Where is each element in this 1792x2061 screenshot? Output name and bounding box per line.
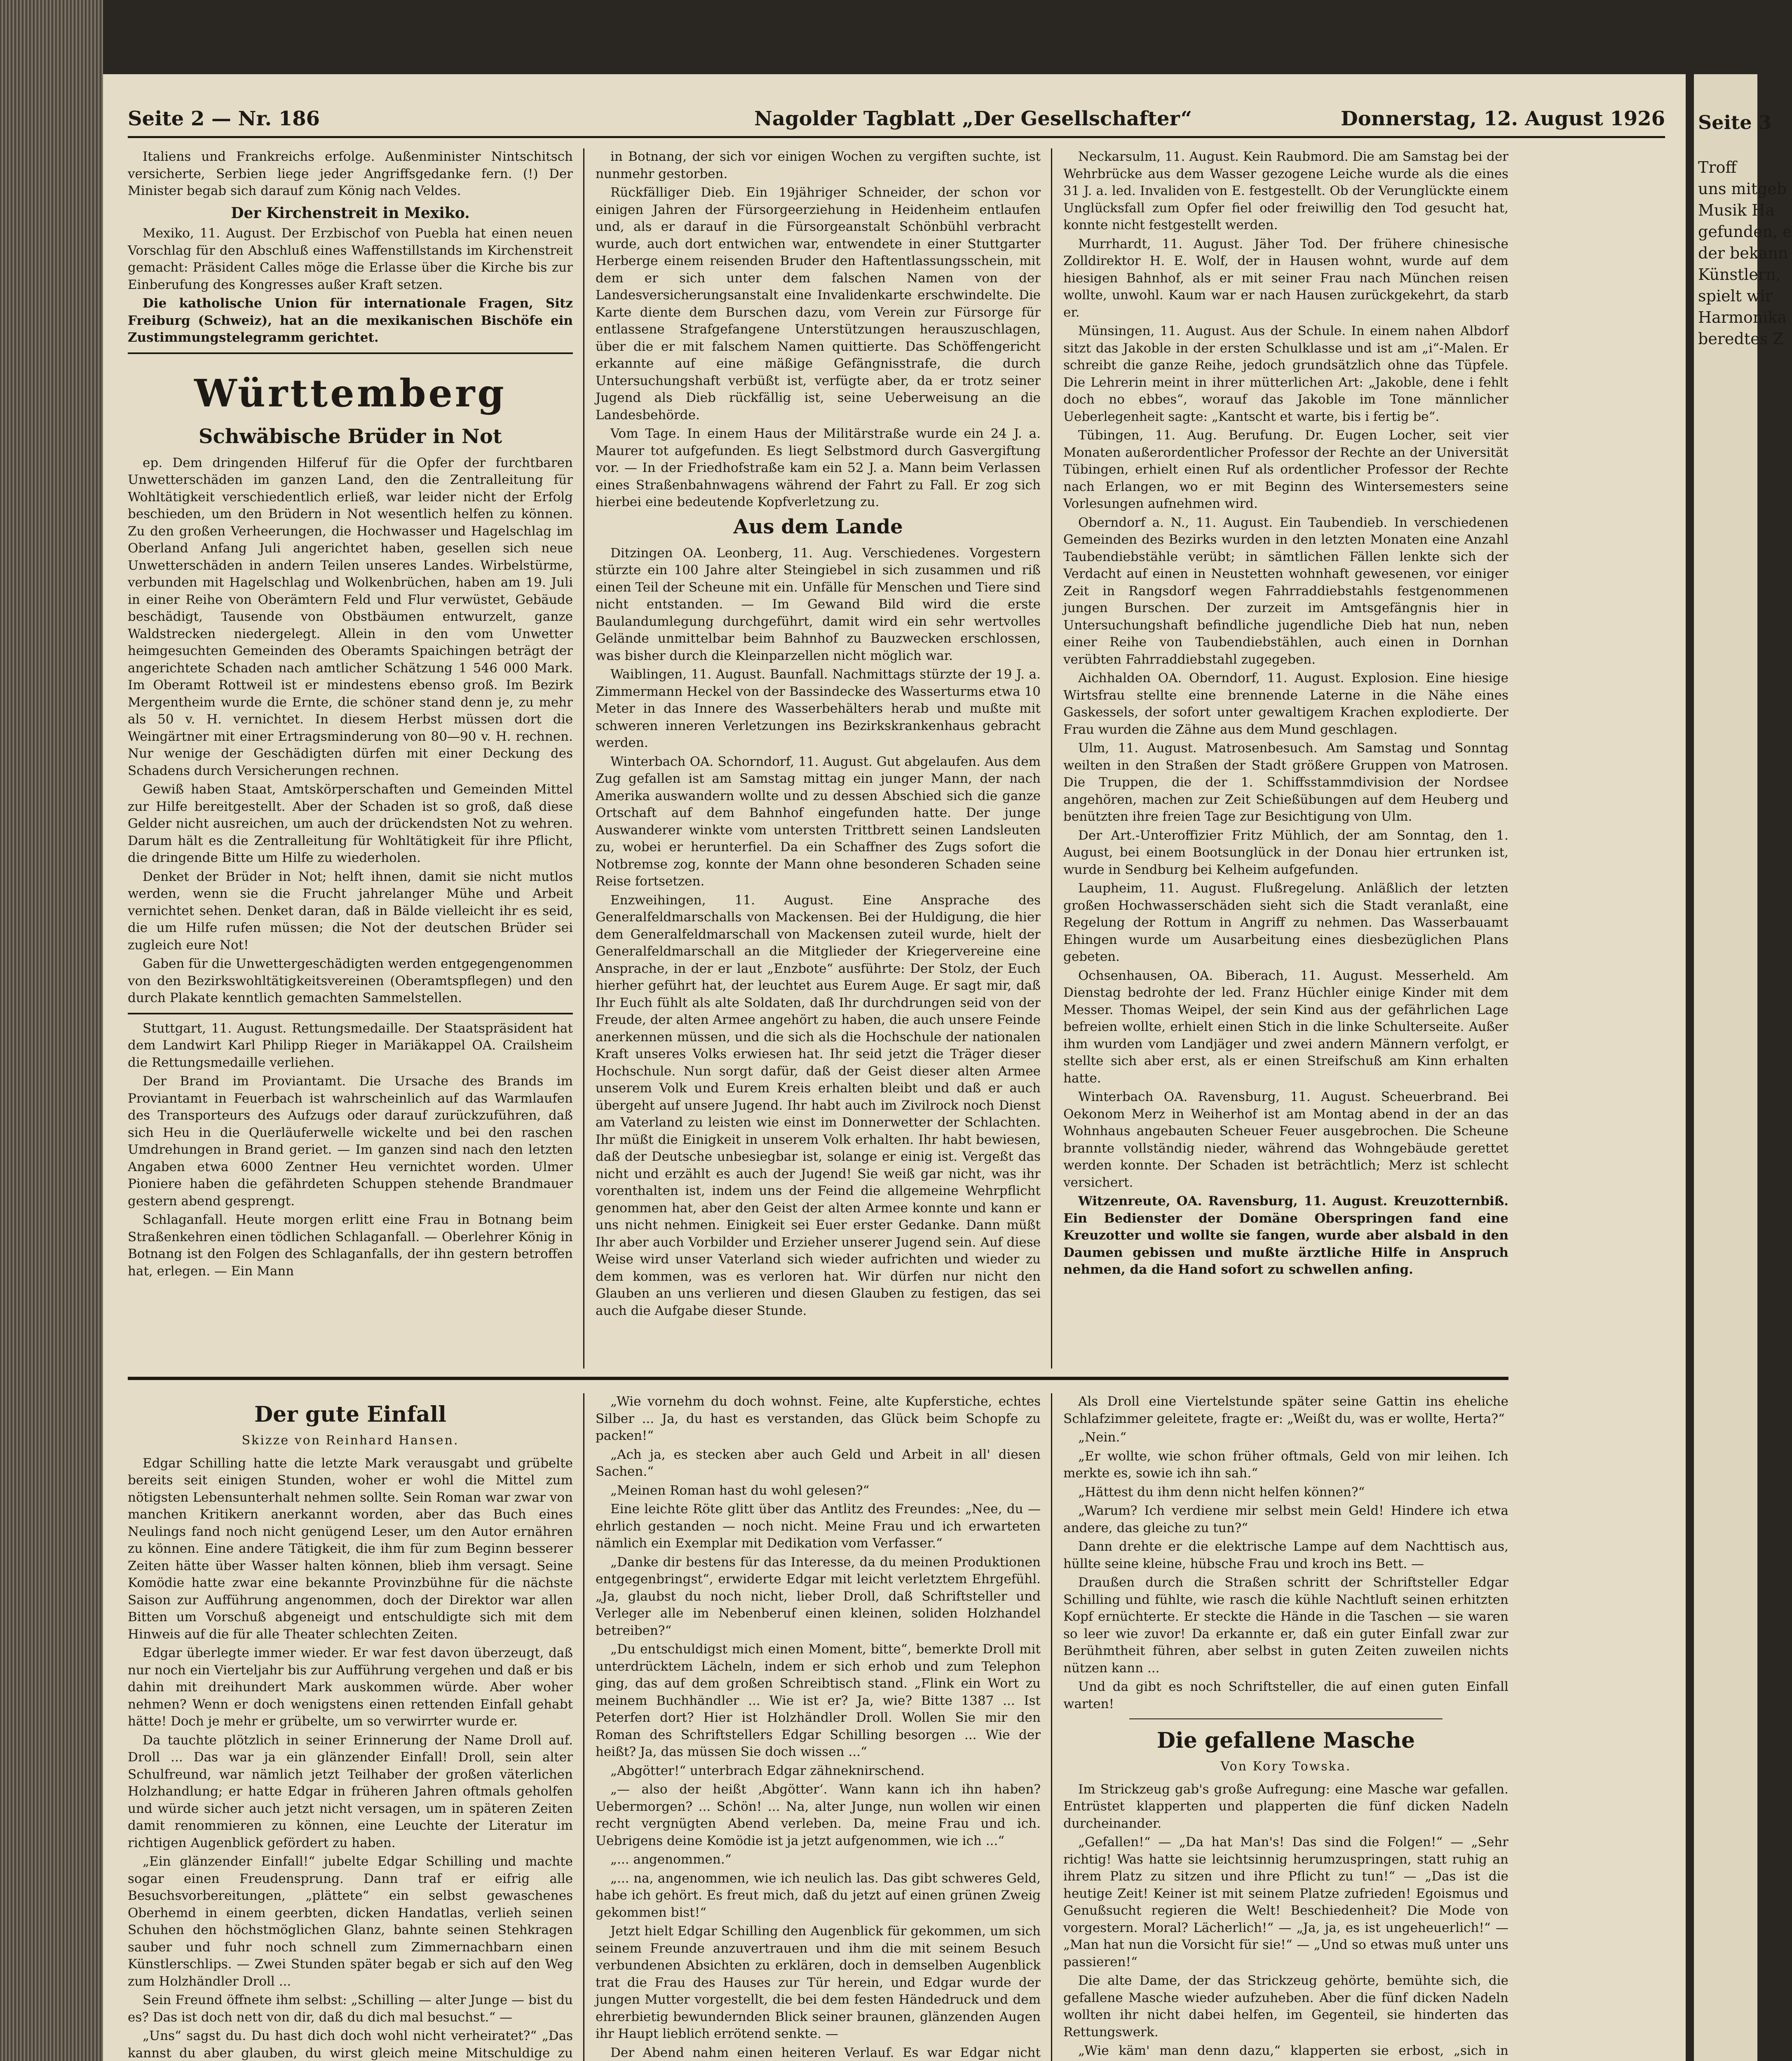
paragraph: „Gefallen!“ — „Da hat Man's! Das sind die Folgen!“ — „Sehr richtig! Was hatte sie leichtsinnig herumzuspringen, statt ruhig an ihrem Platz zu sitzen und ihre Pflicht zu tun!“ — „Das ist die heutige Zeit! Keiner ist mit seinem Platze zufrieden! Egoismus und Genußsucht regieren die Welt! Beschiedenheit? Die Mode von vorgestern. Moral? Lächerlich!“ — „Ja, ja, es ist ungeheuerlich!“ — „Man hat nun die Vorsicht für sie!“ — „Und so etwas muß unter uns passieren!“ — [1063, 1835, 1508, 1969]
text-fragment: Troff — [1698, 158, 1737, 176]
paragraph: Witzenreute, OA. Ravensburg, 11. August. Kreuzotternbiß. Ein Bedienster der Domäne Oberspringen fand eine Kreuzotter und wollte sie fangen, wurde aber alsbald in den Daumen gebissen und mußte ärztliche Hilfe in Anspruch nehmen, da die Hand sofort zu schwellen anfing. — [1063, 1194, 1508, 1277]
paragraph: Ulm, 11. August. Matrosenbesuch. Am Samstag und Sonntag weilten in den Straßen der Stadt größere Gruppen von Matrosen. Die Truppen, die der 1. Schiffsstammdivision der Nordsee angehören, machen zur Zeit Schießübungen auf dem Heuberg und benützten ihre freien Tage zur Besichtigung von Ulm. — [1063, 741, 1508, 824]
newspaper-title: Nagolder Tagblatt „Der Gesellschafter“ — [754, 107, 1192, 130]
next-page-edge — [1694, 74, 1792, 2061]
story-byline: Von Kory Towska. — [1220, 1759, 1351, 1774]
paragraph: Stuttgart, 11. August. Rettungsmedaille. Der Staatspräsident hat dem Landwirt Karl Philipp Rieger in Mariäkappel OA. Crailsheim die Rettungsmedaille verliehen. — [128, 1021, 573, 1070]
paragraph: Tübingen, 11. Aug. Berufung. Dr. Eugen Locher, seit vier Monaten außerordentlicher Professor der Rechte an der Universität Tübingen, erhielt einen Ruf als ordentlicher Professor der Rechte nach Erlangen, wo er mit Beginn des Wintersemesters seine Vorlesungen aufnehmen wird. — [1063, 428, 1508, 511]
story-title: Die gefallene Masche — [1156, 1728, 1415, 1753]
paragraph: „— also der heißt ‚Abgötter‘. Wann kann ich ihn haben? Uebermorgen? ... Schön! ... Na, alter Junge, nun wollen wir einen recht vergnügten Abend verleben. Da, meine Frau und ich. Uebrigens deine Komödie ist ja jetzt aufgenommen, wie ich ...“ — [596, 1782, 1041, 1848]
text-fragment: beredtes Z — [1698, 330, 1784, 348]
book-edge — [0, 0, 103, 2061]
paragraph: Vom Tage. In einem Haus der Militärstraße wurde ein 24 J. a. Maurer tot aufgefunden. Es liegt Selbstmord durch Gasvergiftung vor. — In der Friedhofstraße kam ein 52 J. a. Mann beim Verlassen eines Straßenbahnwagens während der Fahrt zu Fall. Er zog sich hierbei eine bedeutende Kopfverletzung zu. — [596, 426, 1041, 509]
paragraph: ep. Dem dringenden Hilferuf für die Opfer der furchtbaren Unwetterschäden im ganzen Land, den die Zentralleitung für Wohltätigkeit verschiedentlich erließ, war leider nicht der Erfolg beschieden, um den Brüdern in Not wesentlich helfen zu können. Zu den großen Verheerungen, die Hochwasser und Hagelschlag im Oberland Anfang Juli angerichtet haben, gesellen sich neue Unwetterschäden in andern Teilen unseres Landes. Wirbelstürme, verbunden mit Hagelschlag und Wolkenbrüchen, haben am 19. Juli in einer Reihe von Oberämtern Feld und Flur verwüstet, Gebäude beschädigt, Tausende von Obstbäumen entwurzelt, ganze Waldstrecken niedergelegt. Allein in den vom Unwetter heimgesuchten Gemeinden des Oberamts Spaichingen beträgt der angerichtete Schaden nach amtlicher Schätzung 1 546 000 Mark. Im Oberamt Rottweil ist er mindestens ebenso groß. Im Bezirk Mergentheim wurde die Ernte, die schöner stand denn je, zu mehr als 50 v. H. vernichtet. In diesem Herbst müssen dort die Weingärtner mit einer Ertragsminderung von 80—90 v. H. rechnen. Nur wenige der Geschädigten dürfen mit einer Deckung des Schadens durch Versicherungen rechnen. — [128, 455, 573, 778]
story-title: Der gute Einfall — [254, 1402, 446, 1427]
paragraph: Aichhalden OA. Oberndorf, 11. August. Explosion. Eine hiesige Wirtsfrau stellte eine brennende Laterne in die Nähe eines Gaskessels, der sofort unter gewaltigem Krachen explodierte. Der Frau wurden die Zähne aus dem Mund geschlagen. — [1063, 671, 1508, 737]
paragraph: Draußen durch die Straßen schritt der Schriftsteller Edgar Schilling und fühlte, wie rasch die kühle Nachtluft seinen erhitzten Kopf ernüchterte. Er steckte die Hände in die Taschen — sie waren so leer wie zuvor! Da erkannte er, daß ein guter Einfall zwar zur Berühmtheit führen, aber selbst in guten Zeiten zuweilen nichts nützen kann ... — [1063, 1575, 1508, 1676]
paragraph: „Abgötter!“ unterbrach Edgar zähneknirschend. — [610, 1763, 925, 1778]
text-fragment: Harmonika — [1698, 308, 1787, 326]
paragraph: Edgar überlegte immer wieder. Er war fest davon überzeugt, daß nur noch ein Vierteljahr bis zur Aufführung vergehen und daß er bis dahin mit dreihundert Mark auskommen würde. Aber woher nehmen? Wenn er doch wenigstens einen rettenden Einfall gehabt hätte! Doch je mehr er grübelte, um so verwirrter wurde er. — [128, 1646, 573, 1729]
paragraph: Der Abend nahm einen heiteren Verlauf. Es war Edgar nicht — [610, 2045, 1041, 2060]
divider — [128, 1013, 573, 1014]
paragraph: Gewiß haben Staat, Amtskörperschaften und Gemeinden Mittel zur Hilfe bereitgestellt. Aber der Schaden ist so groß, daß diese Gelder nicht ausreichen, um auch der drückendsten Not zu wehren. Darum hält es die Zentralleitung für Wohltätigkeit für ihre Pflicht, die dringende Bitte um Hilfe zu wiederholen. — [128, 782, 573, 865]
paragraph: „Du entschuldigst mich einen Moment, bitte“, bemerkte Droll mit unterdrücktem Lächeln, indem er sich erhob und zum Telephon ging, das auf dem großen Schreibtisch stand. „Flink ein Wort zu meinem Buchhändler ... Wie ist er? Ja, wie? Bitte 1387 ... Ist Peterfen dort? Hier ist Holzhändler Droll. Wollen Sie mir den Roman des Schriftstellers Edgar Schilling besorgen ... Wie der heißt? Ja, das müssen Sie doch wissen ...“ — [596, 1642, 1041, 1759]
paragraph: in Botnang, der sich vor einigen Wochen zu vergiften suchte, ist nunmehr gestorben. — [596, 149, 1041, 181]
paragraph: Italiens und Frankreichs erfolge. Außenminister Nintschitsch versicherte, Serbien liege jeder Angriffsgedanke fern. (!) Der Minister begab sich darauf zum König nach Veldes. — [128, 149, 573, 198]
text-fragment: spielt wir — [1698, 287, 1773, 305]
paragraph: Die alte Dame, der das Strickzeug gehörte, bemühte sich, die gefallene Masche wieder aufzuheben. Aber die fünf dicken Nadeln wollten ihr nicht dabei helfen, im Gegenteil, sie hinderten das Rettungswerk. — [1063, 1973, 1508, 2040]
newspaper-page — [103, 74, 1690, 2061]
paragraph: Der Art.-Unteroffizier Fritz Mühlich, der am Sonntag, den 1. August, bei einem Bootsunglück in der Donau hier ertrunken ist, wurde in Sendburg bei Kelheim aufgefunden. — [1063, 828, 1508, 877]
section-heading: Württemberg — [194, 371, 507, 415]
paragraph: Ditzingen OA. Leonberg, 11. Aug. Verschiedenes. Vorgestern stürzte ein 100 Jahre alter Steingiebel in sich zusammen und riß einen Teil der Scheune mit ein. Unfälle für Menschen und Tiere sind nicht entstanden. — Im Gewand Bild wird die erste Baulandumlegung durchgeführt, damit wird ein sehr wertvolles Gelände unmittelbar beim Bahnhof zu Bauzwecken erschlossen, was bisher durch die Kleinparzellen nicht möglich war. — [596, 545, 1041, 663]
paragraph: Schlaganfall. Heute morgen erlitt eine Frau in Botnang beim Straßenkehren einen tödlichen Schlaganfall. — Oberlehrer König in Botnang ist den Folgen des Schlaganfalls, der ihn gestern betroffen hat, erlegen. — Ein Mann — [128, 1212, 573, 1279]
paragraph: Und da gibt es noch Schriftsteller, die auf einen guten Einfall warten! — [1063, 1679, 1508, 1711]
column-rule — [583, 1393, 584, 2061]
paragraph: Winterbach OA. Schorndorf, 11. August. Gut abgelaufen. Aus dem Zug gefallen ist am Samstag mittag ein junger Mann, der nach Amerika auswandern wollte und zu dessen Abschied sich die ganze Ortschaft auf dem Bahnhof eingefunden hatte. Der junge Auswanderer winkte vom untersten Trittbrett seinen Landsleuten zu, wobei er herunterfiel. Da ein Schaffner des Zugs sofort die Notbremse zog, konnte der Mann ohne besonderen Schaden seine Reise fortsetzen. — [596, 754, 1041, 889]
paragraph: Oberndorf a. N., 11. August. Ein Taubendieb. In verschiedenen Gemeinden des Bezirks wurden in den letzten Monaten eine Anzahl Taubendiebstähle verübt; in sämtlichen Fällen lenkte sich der Verdacht auf einen in Neustetten wohnhaft gewesenen, vor einiger Zeit in Rangsdorf wegen Fahrraddiebstahls festgenommenen jungen Burschen. Der zurzeit im Amtsgefängnis hier in Untersuchungshaft befindliche jugendliche Dieb hat nun, neben einer Reihe von Taubendiebstählen, auch einen in Dornhan verübten Fahrraddiebstahl zugegeben. — [1063, 515, 1508, 667]
paragraph: Enzweihingen, 11. August. Eine Ansprache des Generalfeldmarschalls von Mackensen. Bei der Huldigung, die hier dem Generalfeldmarschall von Mackensen zuteil wurde, hielt der Generalfeldmarschall an die Mitglieder der Kriegervereine eine Ansprache, in der er laut „Enzbote“ ausführte: Der Stolz, der Euch hierher geführt hat, der leuchtet aus Eurem Auge. Er sagt mir, daß Ihr Euch fühlt als alte Soldaten, daß Ihr durchdrungen seid von der Freude, der alten Armee angehört zu haben, die auch unsere Feinde anerkennen müssen, und die sich als die Hochschule der nationalen Kraft unseres Volks erwiesen hat. Ihr seid jetzt die Träger dieser Hochschule. Nun sorgt dafür, daß der Geist dieser alten Armee unserem Volk und Eurem Kreis erhalten bleibt und daß er auch übergeht auf unsere Jugend. Ihr habt auch im Zivilrock noch Dienst am Vaterland zu leisten wie einst im Donnerwetter der Schlachten. Ihr müßt die Einigkeit in unserem Volk erhalten. Ihr habt bewiesen, daß der Deutsche unbesiegbar ist, solange er einig ist. Vergeßt das nicht und erzählt es auch der Jugend! Sie weiß gar nicht, was ihr vorenthalten ist, indem uns der Feind die allgemeine Wehrpflicht genommen hat, aber den Geist der alten Armee konnte und kann er uns nicht nehmen. Einigkeit sei Euer erster Gedanke. Dann müßt Ihr aber auch Vorbilder und Erzieher unserer Jugend sein. Auf diese Weise wird unser Vaterland sich wieder aufrichten und wieder zu dem kommen, was es verloren hat. Wir dürfen nur nicht den Glauben an uns verlieren und diesen Glauben zu festigen, das sei auch die Aufgabe dieser Stunde. — [596, 892, 1041, 1318]
divider — [128, 352, 573, 354]
issue-date: Donnerstag, 12. August 1926 — [1341, 107, 1665, 130]
story-byline: Skizze von Reinhard Hansen. — [242, 1433, 459, 1448]
paragraph: Murrhardt, 11. August. Jäher Tod. Der frühere chinesische Zolldirektor H. E. Wolf, der in Hausen wohnt, wurde auf dem hiesigen Bahnhof, als er mit seiner Frau nach München reisen wollte, unwohl. Kaum war er nach Hausen zurückgekehrt, da starb er. — [1063, 236, 1508, 320]
masthead — [128, 107, 1665, 138]
column-rule — [583, 148, 584, 1369]
paragraph: „Hättest du ihm denn nicht helfen können?“ — [1078, 1484, 1365, 1500]
column-1 — [128, 148, 573, 1369]
paragraph: Denket der Brüder in Not; helft ihnen, damit sie nicht mutlos werden, wenn sie die Frucht jahrelanger Mühe und Arbeit vernichtet sehen. Denket daran, daß in Bälde vielleicht ihr es seid, die um Hilfe rufen müssen; die Not der deutschen Brüder sei zugleich eure Not! — [128, 869, 573, 953]
text-fragment: Musik Ha — [1698, 201, 1775, 219]
story-column-3 — [1063, 1393, 1508, 2061]
paragraph: „Er wollte, wie schon früher oftmals, Geld von mir leihen. Ich merkte es, sowie ich ihn sah.“ — [1063, 1448, 1508, 1481]
paragraph: „Warum? Ich verdiene mir selbst mein Geld! Hindere ich etwa andere, das gleiche zu tun?“ — [1063, 1503, 1508, 1535]
paragraph: Neckarsulm, 11. August. Kein Raubmord. Die am Samstag bei der Wehrbrücke aus dem Wasser gezogene Leiche wurde als die eines 31 J. a. led. Invaliden von E. festgestellt. Ob der Verunglückte einem Unglücksfall zum Opfer fiel oder freiwillig den Tod gesucht hat, konnte nicht festgestellt werden. — [1063, 149, 1508, 232]
section-heading: Aus dem Lande — [733, 515, 903, 538]
paragraph: Dann drehte er die elektrische Lampe auf dem Nachttisch aus, hüllte seine kleine, hübsche Frau und kroch ins Bett. — — [1063, 1539, 1508, 1571]
paragraph: Als Droll eine Viertelstunde später seine Gattin ins eheliche Schlafzimmer geleitete, fragte er: „Weißt du, was er wollte, Herta?“ — [1063, 1394, 1508, 1426]
paragraph: Münsingen, 11. August. Aus der Schule. In einem nahen Albdorf sitzt das Jakoble in der ersten Schulklasse und ist am „i“-Malen. Er schreibt die ganze Reihe, jedoch grundsätzlich ohne das Tüpfele. Die Lehrerin meint in ihrer mütterlichen Art: „Jakoble, dene i fehlt doch no ebbes“, worauf das Jakoble im Tone männlicher Ueberlegenheit sagte: „Kantscht et warte, bis i fertig be“. — [1063, 324, 1508, 424]
paragraph: Laupheim, 11. August. Flußregelung. Anläßlich der letzten großen Hochwasserschäden sieht sich die Stadt veranlaßt, eine Regelung der Rottum in Angriff zu nehmen. Das Wasserbauamt Ehingen wurde um Ausarbeitung eines diesbezüglichen Plans gebeten. — [1063, 881, 1508, 964]
paragraph: „Meinen Roman hast du wohl gelesen?“ — [610, 1483, 870, 1498]
column-3 — [1063, 148, 1508, 1369]
paragraph: Der Brand im Proviantamt. Die Ursache des Brands im Proviantamt in Feuerbach ist wahrscheinlich auf das Warmlaufen des Transporteurs des Aufzugs oder darauf zurückzuführen, daß sich Heu in die Querläuferwelle wickelte und bei den raschen Umdrehungen in Brand geriet. — Im ganzen sind nach den letzten Angaben etwa 6000 Zentner Heu vernichtet worden. Ulmer Pioniere haben die gefährdeten Schuppen stehende Brandmauer gestern abend gesprengt. — [128, 1074, 573, 1209]
column-2 — [596, 148, 1041, 1369]
paragraph: „Wie käm' man denn dazu,“ klapperten sie erbost, „sich in — [1078, 2043, 1508, 2058]
paragraph: Eine leichte Röte glitt über das Antlitz des Freundes: „Nee, du — ehrlich gestanden — noch nicht. Meine Frau und ich erwarteten nämlich ein Exemplar mit Dedikation vom Verfasser.“ — [596, 1502, 1041, 1551]
text-fragment: gefunden, e — [1698, 223, 1792, 241]
paragraph: Rückfälliger Dieb. Ein 19jähriger Schneider, der schon vor einigen Jahren der Fürsorgeerziehung in Heidenheim entlaufen und, als er darauf in die Fürsorgeanstalt Schönbühl verbracht wurde, auch dort entwichen war, entwendete in einer Stuttgarter Herberge einem reisenden Bruder den Haftentlassungsschein, mit dem er sich unter dem falschen Namen von der Landesversicherungsanstalt eine Invalidenkarte erschwindelte. Die Karte diente dem Burschen dazu, vom Verein zur Fürsorge für entlassene Strafgefangene Unterstützungen herauszuschlagen, über die er mit falschem Namen quittierte. Das Schöffengericht erkannte auf eine mäßige Gefängnisstrafe, die durch Untersuchungshaft verbüßt ist, verfügte aber, da er trotz seiner Jugend als Dieb rückfällig ist, seine Ueberweisung an die Landesbehörde. — [596, 185, 1041, 423]
feuilleton-rule — [128, 1377, 1508, 1380]
paragraph: Winterbach OA. Ravensburg, 11. August. Scheuerbrand. Bei Oekonom Merz in Weiherhof ist am Montag abend in der an das Wohnhaus angebauten Scheuer Feuer ausgebrochen. Die Scheune brannte vollständig nieder, während das Wohngebäude gerettet werden konnte. Der Schaden ist beträchtlich; Merz ist schlecht versichert. — [1063, 1089, 1508, 1190]
paragraph: Ochsenhausen, OA. Biberach, 11. August. Messerheld. Am Dienstag bedrohte der led. Franz Hüchler einige Kinder mit dem Messer. Thomas Weipel, der sein Kind aus der gefährlichen Lage befreien wollte, erhielt einen Stich in die linke Schulterseite. Außer ihm wurden vom Landjäger und zwei andern Männern verfolgt, er stellte sich aber erst, als er einen Streifschuß am Kinn erhalten hatte. — [1063, 968, 1508, 1086]
paragraph: „Ein glänzender Einfall!“ jubelte Edgar Schilling und machte sogar einen Freudensprung. Dann traf er eifrig alle Besuchsvorbereitungen, „plättete“ ein selbst gewaschenes Oberhemd in einem geerbten, dicken Handatlas, verlieh seinen Schuhen den höchstmöglichen Glanz, bahnte seinen Stehkragen sauber und fuhr noch schnell zum Zimmernachbarn einen Künstlerschlips. — Zwei Stunden später begab er sich auf den Weg zum Holzhändler Droll ... — [128, 1854, 573, 1989]
paragraph: „Wie vornehm du doch wohnst. Feine, alte Kupferstiche, echtes Silber ... Ja, du hast es verstanden, das Glück beim Schopfe zu packen!“ — [596, 1394, 1041, 1443]
paragraph: Jetzt hielt Edgar Schilling den Augenblick für gekommen, um sich seinem Freunde anzuvertrauen und ihm die mit seinem Besuch verbundenen Absichten zu erklären, doch in demselben Augenblick trat die Frau des Hauses zur Tür herein, und Edgar wurde der jungen Mutter vorgestellt, die bei dem festen Händedruck und dem ehrerbietig bewundernden Blick seiner braunen, glänzenden Augen ihr Haupt lieblich errötend senkte. — — [596, 1924, 1041, 2041]
story-column-2 — [596, 1393, 1041, 2061]
paragraph: Da tauchte plötzlich in seiner Erinnerung der Name Droll auf. Droll ... Das war ja ein glänzender Einfall! Droll, sein alter Schulfreund, war nämlich jetzt Teilhaber der großen väterlichen Holzhandlung; er hatte Edgar in früheren Jahren oftmals geholfen und würde sicher auch jetzt nicht versagen, um in späteren Zeiten damit renommieren zu können, eine Leuchte der Literatur im richtigen Augenblick gefördert zu haben. — [128, 1732, 573, 1850]
article-heading: Der Kirchenstreit in Mexiko. — [231, 204, 470, 222]
column-rule — [1051, 148, 1052, 1369]
paragraph: Sein Freund öffnete ihm selbst: „Schilling — alter Junge — bist du es? Das ist doch nett von dir, daß du dich mal besuchst.“ — — [128, 1993, 573, 2025]
paragraph: „Uns“ sagst du. Du hast dich doch wohl nicht verheiratet?“ „Das kannst du aber glauben, du wirst gleich meine Mitschuldige zu — [128, 2028, 573, 2061]
paragraph: „... na, angenommen, wie ich neulich las. Das gibt schweres Geld, habe ich gehört. Es freut mich, daß du jetzt auf einen grünen Zweig gekommen bist!“ — [596, 1871, 1041, 1920]
story-column-1 — [128, 1393, 573, 2061]
text-fragment: der bekann — [1698, 244, 1788, 262]
paragraph: „Ach ja, es stecken aber auch Geld und Arbeit in all' diesen Sachen.“ — [596, 1447, 1041, 1479]
paragraph: Edgar Schilling hatte die letzte Mark verausgabt und grübelte bereits seit einigen Stunden, woher er wohl die Mittel zum nötigsten Lebensunterhalt nehmen sollte. Sein Roman war zwar von manchen Kritikern anerkannt worden, aber das Buch eines Neulings fand noch nicht genügend Leser, um den Autor ernähren zu können. Eine andere Tätigkeit, die ihm für zum Beginn besserer Zeiten hätte über Wasser halten können, blieb ihm versagt. Seine Komödie hatte zwar eine bekannte Provinzbühne für die nächste Saison zur Aufführung angenommen, doch der Direktor war allen Bitten um Vorschuß abgeneigt und entschuldigte sich mit dem Hinweis auf die für alle Theater schlechten Zeiten. — [128, 1455, 573, 1642]
article-heading: Schwäbische Brüder in Not — [198, 425, 502, 448]
paragraph: Im Strickzeug gab's große Aufregung: eine Masche war gefallen. Entrüstet klapperten und plapperten die fünf dicken Nadeln durcheinander. — [1063, 1782, 1508, 1831]
paragraph: Die katholische Union für internationale Fragen, Sitz Freiburg (Schweiz), hat an die mexikanischen Bischöfe ein Zustimmungstelegramm gerichtet. — [128, 296, 573, 345]
text-fragment: Künstlern, — [1698, 265, 1781, 284]
next-page-header: Seite 3 — [1698, 111, 1772, 134]
paragraph: Waiblingen, 11. August. Baunfall. Nachmittags stürzte der 19 J. a. Zimmermann Heckel von der Bassindecke des Wasserturms etwa 10 Meter in das Innere des Wasserbehälters herab und mußte mit schweren inneren Verletzungen ins Bezirkskrankenhaus gebracht werden. — [596, 667, 1041, 750]
paragraph: „... angenommen.“ — [610, 1852, 732, 1867]
column-rule — [1051, 1393, 1052, 2061]
divider — [1129, 1718, 1443, 1719]
paragraph: Gaben für die Unwettergeschädigten werden entgegengenommen von den Bezirkswohltätigkeitsvereinen (Oberamtspflegen) und den durch Plakate kenntlich gemachten Sammelstellen. — [128, 956, 573, 1005]
paragraph: „Nein.“ — [1078, 1430, 1127, 1445]
paragraph: Mexiko, 11. August. Der Erzbischof von Puebla hat einen neuen Vorschlag für den Abschluß eines Waffenstillstands im Kirchenstreit gemacht: Präsident Calles möge die Erlasse über die Kirche bis zur Einberufung des Kongresses außer Kraft setzen. — [128, 226, 573, 292]
text-fragment: uns mitgeb — [1698, 180, 1787, 198]
paragraph: „Danke dir bestens für das Interesse, da du meinen Produktionen entgegenbringst“, erwiderte Edgar mit leicht verletztem Ehrgefühl. „Ja, glaubst du noch nicht, lieber Droll, daß Schriftsteller und Verleger alle im Nebenberuf einen kleinen, soliden Holzhandel betreiben?“ — [596, 1554, 1041, 1638]
page-number: Seite 2 — Nr. 186 — [128, 107, 320, 130]
